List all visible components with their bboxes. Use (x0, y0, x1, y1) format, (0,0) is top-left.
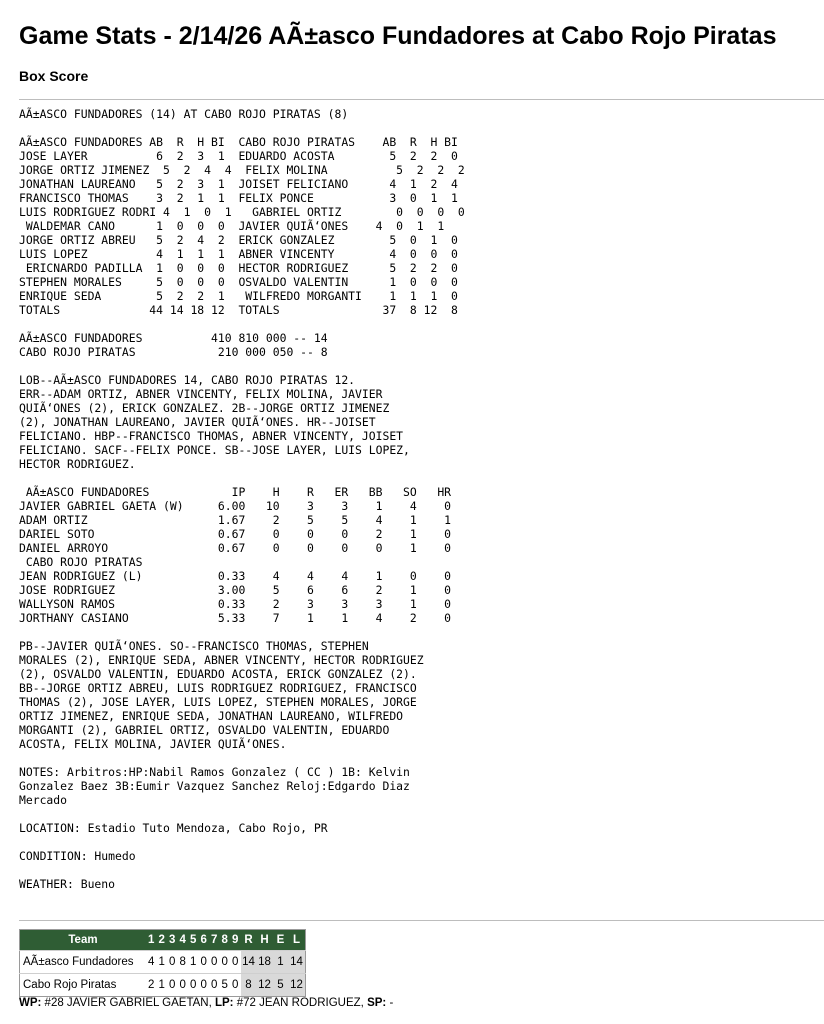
section-subtitle: Box Score (19, 68, 89, 84)
box-score-line: JORGE ORTIZ JIMENEZ 5 2 4 4 FELIX MOLINA 5 2 2 2 (19, 163, 465, 177)
team-name: Cabo Rojo Piratas (20, 974, 147, 997)
box-score-line (19, 359, 465, 373)
box-score-line: PB--JAVIER QUIÃ‘ONES. SO--FRANCISCO THOMAS, STEPHEN (19, 639, 369, 653)
lp-label: LP: (214, 997, 234, 1009)
box-score-line: STEPHEN MORALES 5 0 0 0 OSVALDO VALENTIN 1 0 0 0 (19, 275, 458, 289)
inning-score: 0 (188, 974, 199, 997)
box-score-line: JORTHANY CASIANO 5.33 7 1 1 4 2 0 (19, 611, 452, 625)
box-score-line: HECTOR RODRIGUEZ. (19, 457, 136, 471)
box-score-line: LOCATION: Estadio Tuto Mendoza, Cabo Rojo, PR (19, 821, 328, 835)
inning-score: 8 (178, 951, 189, 974)
box-score-line (19, 863, 465, 877)
header-inning-2: 2 (157, 930, 168, 951)
box-score-line: Mercado (19, 793, 68, 807)
header-inning-3: 3 (167, 930, 178, 951)
box-score-line: TOTALS 44 14 18 12 TOTALS 37 8 12 8 (19, 303, 458, 317)
header-lob: L (289, 930, 306, 951)
inning-score: 0 (209, 951, 220, 974)
box-score-line: AÃ±ASCO FUNDADORES IP H R ER BB SO HR (19, 485, 452, 499)
box-score-line: LUIS RODRIGUEZ RODRI 4 1 0 1 GABRIEL ORTIZ 0 0 0 0 (19, 205, 465, 219)
top-divider (19, 99, 824, 100)
box-score-line: MORALES (2), ENRIQUE SEDA, ABNER VINCENTY, HECTOR RODRIGUEZ (19, 653, 424, 667)
header-inning-6: 6 (199, 930, 210, 951)
box-score-line: JONATHAN LAUREANO 5 2 3 1 JOISET FELICIANO 4 1 2 4 (19, 177, 458, 191)
line-score-row-home (20, 974, 306, 997)
inning-score: 0 (167, 974, 178, 997)
save-pitcher: - (386, 997, 394, 1009)
box-score-line: WALDEMAR CANO 1 0 0 0 JAVIER QUIÃ‘ONES 4 0 1 1 (19, 219, 445, 233)
header-hits: H (257, 930, 273, 951)
wp-label: WP: (19, 997, 42, 1009)
box-score-line: AÃ±ASCO FUNDADORES (14) AT CABO ROJO PIRATAS (8) (19, 107, 349, 121)
inning-score: 0 (230, 974, 241, 997)
winning-pitcher: #28 JAVIER GABRIEL GAETAN, (41, 997, 215, 1009)
box-score-line (19, 317, 465, 331)
header-inning-7: 7 (209, 930, 220, 951)
box-score-text (19, 107, 465, 891)
header-runs: R (241, 930, 257, 951)
box-score-line: BB--JORGE ORTIZ ABREU, LUIS RODRIGUEZ RODRIGUEZ, FRANCISCO (19, 681, 417, 695)
header-inning-1: 1 (146, 930, 157, 951)
total-runs: 14 (241, 951, 257, 974)
box-score-line (19, 807, 465, 821)
header-inning-9: 9 (230, 930, 241, 951)
bottom-divider (19, 920, 824, 921)
box-score-line: ERICNARDO PADILLA 1 0 0 0 HECTOR RODRIGUEZ 5 2 2 0 (19, 261, 458, 275)
box-score-line: MORGANTI (2), GABRIEL ORTIZ, OSVALDO VALENTIN, EDUARDO (19, 723, 390, 737)
box-score-line: WALLYSON RAMOS 0.33 2 3 3 3 1 0 (19, 597, 452, 611)
box-score-line: CABO ROJO PIRATAS 210 000 050 -- 8 (19, 345, 328, 359)
box-score-line: FRANCISCO THOMAS 3 2 1 1 FELIX PONCE 3 0 1 1 (19, 191, 458, 205)
box-score-line: JEAN RODRIGUEZ (L) 0.33 4 4 4 1 0 0 (19, 569, 452, 583)
header-inning-8: 8 (220, 930, 231, 951)
total-errors: 1 (273, 951, 289, 974)
box-score-line: LUIS LOPEZ 4 1 1 1 ABNER VINCENTY 4 0 0 0 (19, 247, 458, 261)
line-score-header-row (20, 930, 306, 951)
inning-score: 0 (167, 951, 178, 974)
box-score-line: Gonzalez Baez 3B:Eumir Vazquez Sanchez Reloj:Edgardo Diaz (19, 779, 410, 793)
box-score-line: ADAM ORTIZ 1.67 2 5 5 4 1 1 (19, 513, 452, 527)
box-score-line: ORTIZ JIMENEZ, ENRIQUE SEDA, JONATHAN LAUREANO, WILFREDO (19, 709, 404, 723)
box-score-line: AÃ±ASCO FUNDADORES AB R H BI CABO ROJO PIRATAS AB R H BI (19, 135, 458, 149)
box-score-line: DARIEL SOTO 0.67 0 0 0 2 1 0 (19, 527, 452, 541)
inning-score: 1 (157, 951, 168, 974)
inning-score: 4 (146, 951, 157, 974)
line-score-table (19, 929, 306, 997)
box-score-line: JORGE ORTIZ ABREU 5 2 4 2 ERICK GONZALEZ 5 0 1 0 (19, 233, 458, 247)
page-title: Game Stats - 2/14/26 AÃ±asco Fundadores at Cabo Rojo Piratas (19, 22, 777, 50)
box-score-line (19, 471, 465, 485)
box-score-line: CONDITION: Humedo (19, 849, 136, 863)
header-team: Team (20, 930, 147, 951)
inning-score: 0 (178, 974, 189, 997)
total-errors: 5 (273, 974, 289, 997)
box-score-line: NOTES: Arbitros:HP:Nabil Ramos Gonzalez ( CC ) 1B: Kelvin (19, 765, 410, 779)
header-inning-5: 5 (188, 930, 199, 951)
total-hits: 18 (257, 951, 273, 974)
total-runs: 8 (241, 974, 257, 997)
inning-score: 0 (199, 974, 210, 997)
total-lob: 12 (289, 974, 306, 997)
box-score-line (19, 121, 465, 135)
box-score-line: (2), JONATHAN LAUREANO, JAVIER QUIÃ‘ONES. HR--JOISET (19, 415, 376, 429)
box-score-line: THOMAS (2), JOSE LAYER, LUIS LOPEZ, STEPHEN MORALES, JORGE (19, 695, 417, 709)
header-inning-4: 4 (178, 930, 189, 951)
inning-score: 1 (157, 974, 168, 997)
team-name: AÃ±asco Fundadores (20, 951, 147, 974)
box-score-line: DANIEL ARROYO 0.67 0 0 0 0 1 0 (19, 541, 452, 555)
line-score-row-away (20, 951, 306, 974)
inning-score: 0 (209, 974, 220, 997)
box-score-line: FELICIANO. SACF--FELIX PONCE. SB--JOSE LAYER, LUIS LOPEZ, (19, 443, 410, 457)
inning-score: 1 (188, 951, 199, 974)
box-score-line: ENRIQUE SEDA 5 2 2 1 WILFREDO MORGANTI 1 1 1 0 (19, 289, 458, 303)
box-score-line (19, 835, 465, 849)
total-hits: 12 (257, 974, 273, 997)
inning-score: 0 (199, 951, 210, 974)
box-score-line (19, 751, 465, 765)
total-lob: 14 (289, 951, 306, 974)
pitching-decisions (19, 996, 393, 1010)
box-score-line: CABO ROJO PIRATAS (19, 555, 143, 569)
inning-score: 0 (230, 951, 241, 974)
box-score-line: QUIÃ‘ONES (2), ERICK GONZALEZ. 2B--JORGE ORTIZ JIMENEZ (19, 401, 390, 415)
box-score-line: LOB--AÃ±ASCO FUNDADORES 14, CABO ROJO PIRATAS 12. (19, 373, 356, 387)
box-score-line: FELICIANO. HBP--FRANCISCO THOMAS, ABNER VINCENTY, JOISET (19, 429, 404, 443)
box-score-line: (2), OSVALDO VALENTIN, EDUARDO ACOSTA, ERICK GONZALEZ (2). (19, 667, 417, 681)
box-score-line: JAVIER GABRIEL GAETA (W) 6.00 10 3 3 1 4 0 (19, 499, 452, 513)
box-score-line: JOSE RODRIGUEZ 3.00 5 6 6 2 1 0 (19, 583, 452, 597)
header-errors: E (273, 930, 289, 951)
inning-score: 0 (220, 951, 231, 974)
box-score-line: ACOSTA, FELIX MOLINA, JAVIER QUIÃ‘ONES. (19, 737, 287, 751)
sp-label: SP: (367, 997, 387, 1009)
box-score-line (19, 625, 465, 639)
box-score-line: AÃ±ASCO FUNDADORES 410 810 000 -- 14 (19, 331, 328, 345)
box-score-line: JOSE LAYER 6 2 3 1 EDUARDO ACOSTA 5 2 2 0 (19, 149, 458, 163)
box-score-line: WEATHER: Bueno (19, 877, 116, 891)
box-score-line: ERR--ADAM ORTIZ, ABNER VINCENTY, FELIX MOLINA, JAVIER (19, 387, 383, 401)
inning-score: 5 (220, 974, 231, 997)
inning-score: 2 (146, 974, 157, 997)
losing-pitcher: #72 JEAN RODRIGUEZ, (233, 997, 368, 1009)
